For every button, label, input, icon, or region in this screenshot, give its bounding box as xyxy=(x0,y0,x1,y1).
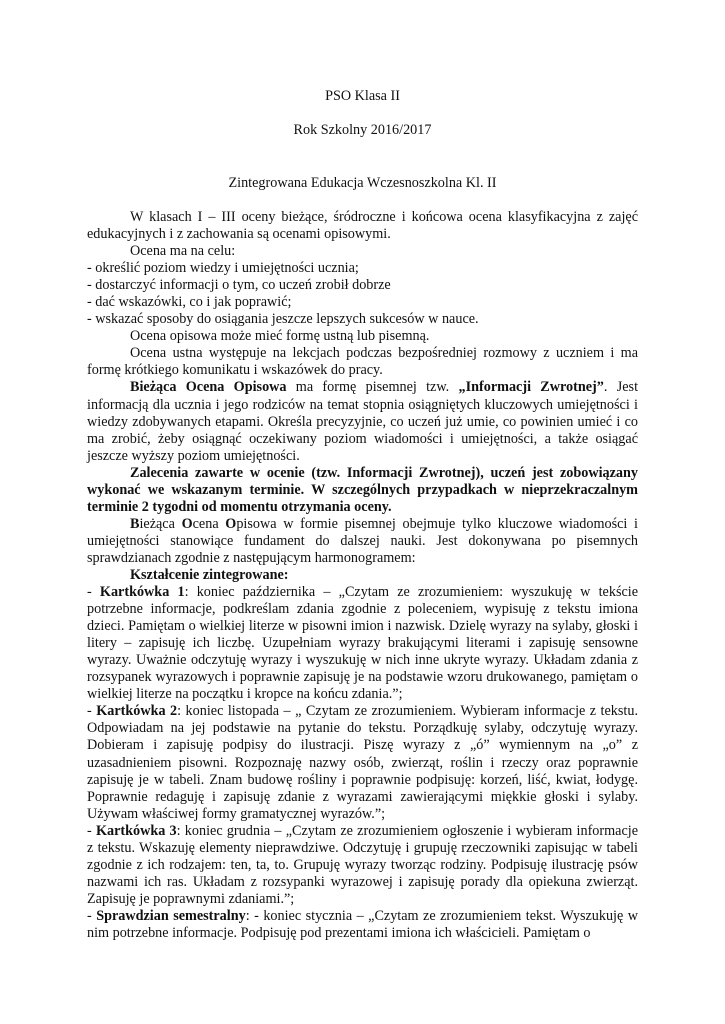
assessment-form: Ocena opisowa może mieć formę ustną lub pisemną. xyxy=(130,328,430,345)
recommendation-paragraph: Zalecenia zawarte w ocenie (tzw. Informacji Zwrotnej), uczeń jest zobowiązany wykonać we wskazanym terminie. W szczególnych przypadkach w nieprzekraczalnym terminie 2 tygodni od momentu otrzymania oceny. xyxy=(87,464,638,515)
goal-item: - wskazać sposoby do osiągania jeszcze lepszych sukcesów w nauce. xyxy=(87,311,479,328)
schedule-item-label: Sprawdzian semestralny xyxy=(96,907,246,924)
goal-intro: Ocena ma na celu: xyxy=(130,243,236,260)
education-heading: Kształcenie zintegrowane: xyxy=(130,566,289,583)
summary-paragraph: Bieżąca Ocena Opisowa w formie pisemnej obejmuje tylko kluczowe wiadomości i umiejętności stanowiące fundament do dalszej nauki. Jest dokonywana po pisemnych sprawdzianach zgodnie z następującym harmonogramem: xyxy=(87,515,638,566)
current-assessment-paragraph: Bieżąca Ocena Opisowa ma formę pisemnej tzw. „Informacji Zwrotnej”. Jest informacją dla ucznia i jego rodziców na temat stopnia osiągniętych kluczowych umiejętności i wiedzy zdobywanych etapami. Określa precyzyjnie, co uczeń już umie, co powinien umieć i co ma zrobić, żeby osiągnąć oczekiwany poziom wiadomości i umiejętności, a także osiągać jeszcze wyższy poziom umiejętności. xyxy=(87,379,639,464)
school-year: Rok Szkolny 2016/2017 xyxy=(293,122,432,138)
schedule-item-label: Kartkówka 1 xyxy=(99,584,185,601)
current-assessment-label: Bieżąca Ocena Opisowa xyxy=(130,379,287,396)
goal-item: - określić poziom wiedzy i umiejętności ucznia; xyxy=(87,260,359,277)
document-body xyxy=(87,209,638,942)
intro-paragraph: W klasach I – III oceny bieżące, śródroczne i końcowa ocena klasyfikacyjna z zajęć edukacyjnych i z zachowania są ocenami opisowymi. xyxy=(87,209,638,243)
schedule-item-label: Kartkówka 3 xyxy=(95,822,177,839)
oral-assessment: Ocena ustna występuje na lekcjach podczas bezpośredniej rozmowy z uczniem i ma formę krótkiego komunikatu i wskazówek do pracy. xyxy=(87,345,638,379)
goal-item: - dostarczyć informacji o tym, co uczeń zrobił dobrze xyxy=(87,277,391,294)
schedule-item: - Kartkówka 3: koniec grudnia – „Czytam ze zrozumieniem ogłoszenie i wybieram informacje z tekstu. Wskazuję elementy nieprawdziwe. Odczytuję i grupuję rzeczowniki zapisując w tabeli zgodnie z ich rodzajem: ten, ta, to. Grupuję wyrazy tworząc rodziny. Podpisuję ilustrację psów nazwami ich ras. Układam z rozsypanki wyrazowej i zapisuję porady dla opiekuna zwierząt. Zapisuję je poprawnymi zdaniami.”; xyxy=(87,822,638,907)
schedule-item: - Kartkówka 2: koniec listopada – „ Czytam ze zrozumieniem. Wybieram informacje z tekstu. Odpowiadam na jej podstawie na pytanie do tekstu. Porządkuję sylaby, odczytuję wyrazy. Dobieram i zapisuję podpisy do ilustracji. Piszę wyrazy z „ó” wymiennym na „o” z uzasadnieniem pisowni. Rozpoznaję nazwy osób, zwierząt, roślin i rzeczy oraz poprawnie zapisuję je w tabeli. Znam budowę rośliny i poprawnie podpisuję: korzeń, liść, kwiat, łodygę. Poprawnie redaguję i zapisuję zdanie z wyrazami zawierającymi miękkie głoski i sylaby. Używam właściwej formy gramatycznej wyrazów.”; xyxy=(87,703,638,822)
subject-heading: Zintegrowana Edukacja Wczesnoszkolna Kl. II xyxy=(228,175,497,191)
goal-item: - dać wskazówki, co i jak poprawić; xyxy=(87,294,292,311)
feedback-term: „Informacji Zwrotnej” xyxy=(458,379,604,396)
document-title: PSO Klasa II xyxy=(325,88,400,104)
schedule-item: - Kartkówka 1: koniec października – „Czytam ze zrozumieniem: wyszukuję w tekście potrzebne informacje, podkreślam zdania zgodnie z poleceniem, wypisuję z tekstu imiona dzieci. Pamiętam o wielkiej literze w pisowni imion i nazwisk. Dzielę wyrazy na sylaby, głoski i litery – zapisuję ich liczbę. Uzupełniam wyrazy brakującymi literami i zapisuję sensowne wyrazy. Uważnie odczytuję wyrazy i wyszukuję w nich inne ukryte wyrazy. Układam zdania z rozsypanek wyrazowych i poprawnie zapisuję je na podstawie wzoru drukowanego, pamiętam o wielkiej literze na początku i kropce na końcu zdania.”; xyxy=(87,584,638,703)
schedule-item: - Sprawdzian semestralny: - koniec stycznia – „Czytam ze zrozumieniem tekst. Wyszukuję w nim potrzebne informacje. Podpisuję pod prezentami imiona ich właścicieli. Pamiętam o xyxy=(87,907,639,941)
schedule-item-label: Kartkówka 2 xyxy=(96,703,178,720)
